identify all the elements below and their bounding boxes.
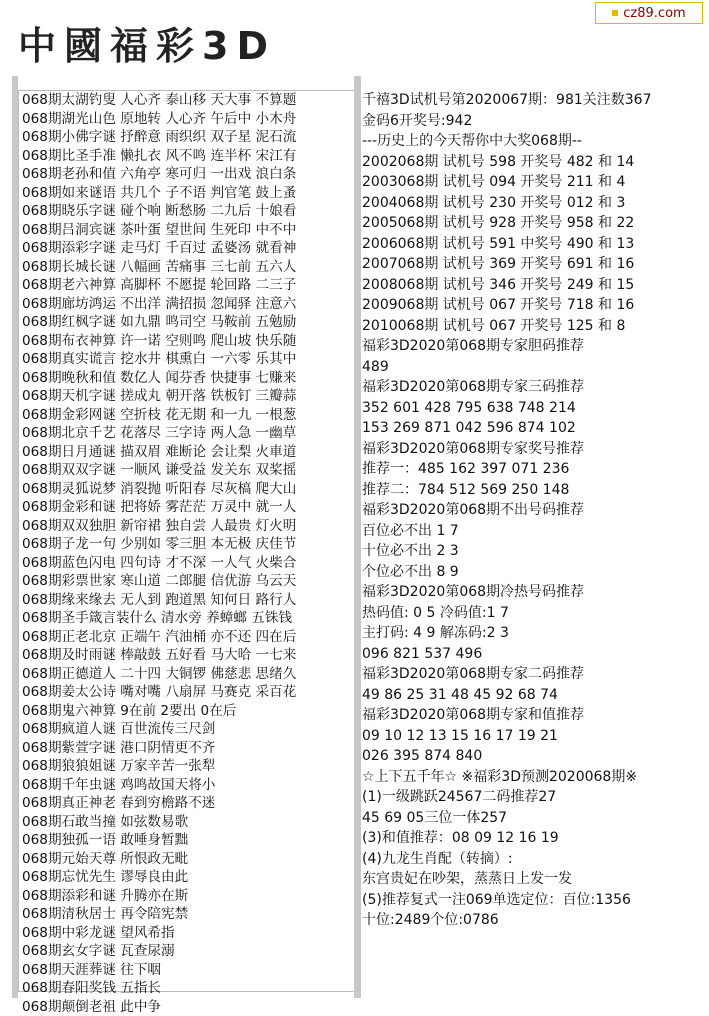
riddle-row: 068期长城长谜 八幅画 苦痛事 三七前 五六人: [19, 258, 355, 277]
prediction-line: 千禧3D试机号第2020067期：981关注数367: [362, 90, 682, 111]
prediction-line: 2004068期 试机号 230 开奖号 012 和 3: [362, 193, 682, 214]
riddle-row: 068期吕洞宾谜 茶叶蛋 望世间 生死印 中不中: [19, 221, 355, 240]
riddle-list: [18, 90, 356, 992]
prediction-line: 096 821 537 496: [362, 644, 682, 665]
riddle-row: 068期天涯葬谜 往下咽: [19, 961, 355, 980]
prediction-line: 09 10 12 13 15 16 17 19 21: [362, 726, 682, 747]
riddle-row: 068期北京千艺 花落尽 三字诗 两人急 一幽草: [19, 424, 355, 443]
riddle-row: 068期缘来缘去 无人到 跑道黑 知何日 路行人: [19, 591, 355, 610]
riddle-row: 068期蓝色闪电 四句诗 才不深 一人气 火柴合: [19, 554, 355, 573]
riddle-row: 068期老孙和值 六角亭 寒可归 一出戏 浪白条: [19, 165, 355, 184]
riddle-row: 068期老六神算 高脚杯 不愿提 轮回路 二三子: [19, 276, 355, 295]
site-badge[interactable]: [595, 2, 703, 24]
riddle-row: 068期疯道人谜 百世流传三尺剑: [19, 720, 355, 739]
prediction-line: 352 601 428 795 638 748 214: [362, 398, 682, 419]
riddle-row: 068期千年虫谜 鸡鸣故国天将小: [19, 776, 355, 795]
prediction-line: 2006068期 试机号 591 中奖号 490 和 13: [362, 234, 682, 255]
riddle-row: 068期正老北京 正端午 汽油桶 亦不还 四在后: [19, 628, 355, 647]
riddle-row: 068期金彩和谜 把将娇 雾茫茫 万灵中 就一人: [19, 498, 355, 517]
riddle-row: 068期灵狐说梦 消裂抛 听阳春 尽灰槁 爬大山: [19, 480, 355, 499]
prediction-line: 福彩3D2020第068期专家和值推荐: [362, 705, 682, 726]
prediction-panel: [362, 90, 682, 990]
site-logo: 中國福彩3D: [18, 20, 276, 64]
riddle-row: 068期正德道人 二十四 大铜锣 佛慈悲 思绪久: [19, 665, 355, 684]
riddle-row: 068期添彩和谜 升腾亦在斯: [19, 887, 355, 906]
prediction-line: 489: [362, 357, 682, 378]
prediction-line: 推荐一：485 162 397 071 236: [362, 459, 682, 480]
prediction-line: 金码6开奖号:942: [362, 111, 682, 132]
prediction-line: (5)推荐复式一注069单选定位：百位:1356: [362, 890, 682, 911]
riddle-row: 068期独孤一语 敢唾身暂黜: [19, 831, 355, 850]
riddle-row: 068期清秋居士 再令陪宪禁: [19, 905, 355, 924]
riddle-row: 068期晚秋和值 数亿人 闻芬香 快捷事 七赚来: [19, 369, 355, 388]
riddle-row: 068期晓乐字谜 碰个响 断愁肠 二九后 十娘看: [19, 202, 355, 221]
prediction-line: 2010068期 试机号 067 开奖号 125 和 8: [362, 316, 682, 337]
riddle-row: 068期太湖钓叟 人心齐 泰山移 天大事 不算题: [19, 91, 355, 110]
prediction-line: ☆上下五千年☆ ※福彩3D预测2020068期※: [362, 767, 682, 788]
riddle-row: 068期红枫字谜 如九鼎 鸣司空 马鞍前 五勉励: [19, 313, 355, 332]
riddle-row: 068期布衣神算 许一诺 空则鸣 爬山坡 快乐随: [19, 332, 355, 351]
prediction-line: 2005068期 试机号 928 开奖号 958 和 22: [362, 213, 682, 234]
prediction-line: 福彩3D2020第068期专家三码推荐: [362, 377, 682, 398]
riddle-row: 068期及时雨谜 棒敲鼓 五好看 马大哈 一七来: [19, 646, 355, 665]
prediction-line: 153 269 871 042 596 874 102: [362, 418, 682, 439]
prediction-line: 026 395 874 840: [362, 746, 682, 767]
riddle-row: 068期廊坊鸿运 不出洋 满招损 忽闻驿 注意六: [19, 295, 355, 314]
prediction-line: 2008068期 试机号 346 开奖号 249 和 15: [362, 275, 682, 296]
riddle-row: 068期双双独胆 新帘裙 独自尝 人最贵 灯火明: [19, 517, 355, 536]
prediction-line: 热码值: 0 5 冷码值:1 7: [362, 603, 682, 624]
riddle-row: 068期小佛字谜 抒醉意 雨织织 双子星 泥石流: [19, 128, 355, 147]
prediction-line: 福彩3D2020第068期专家奖号推荐: [362, 439, 682, 460]
riddle-row: 068期颠倒老祖 此中争: [19, 998, 355, 1016]
riddle-row: 068期春阳奖钱 五指长: [19, 979, 355, 998]
prediction-line: (1)一级跳跃24567二码推荐27: [362, 787, 682, 808]
prediction-line: 个位必不出 8 9: [362, 562, 682, 583]
riddle-row: 068期真正神老 春到穷檐路不迷: [19, 794, 355, 813]
prediction-line: 主打码: 4 9 解冻码:2 3: [362, 623, 682, 644]
site-badge-text: cz89.com: [623, 6, 685, 21]
prediction-line: (3)和值推荐：08 09 12 16 19: [362, 828, 682, 849]
prediction-line: 49 86 25 31 48 45 92 68 74: [362, 685, 682, 706]
prediction-line: 2002068期 试机号 598 开奖号 482 和 14: [362, 152, 682, 173]
prediction-line: 2003068期 试机号 094 开奖号 211 和 4: [362, 172, 682, 193]
riddle-row: 068期彩票世家 寒山道 二郎腿 信优游 乌云天: [19, 572, 355, 591]
riddle-row: 068期鬼六神算 9在前 2要出 0在后: [19, 702, 355, 721]
prediction-line: (4)九龙生肖配（转摘）:: [362, 849, 682, 870]
riddle-row: 068期真实谎言 挖水井 棋熏白 一六零 乐其中: [19, 350, 355, 369]
riddle-row: 068期子龙一句 少别如 零三胆 本无极 庆佳节: [19, 535, 355, 554]
prediction-line: 福彩3D2020第068期专家二码推荐: [362, 664, 682, 685]
prediction-line: 2009068期 试机号 067 开奖号 718 和 16: [362, 295, 682, 316]
panel-divider-scrollbar[interactable]: [354, 76, 361, 998]
prediction-line: 45 69 05三位一体257: [362, 808, 682, 829]
prediction-line: 百位必不出 1 7: [362, 521, 682, 542]
riddle-row: 068期比圣手准 懒扎衣 风不鸣 连半杯 宋江有: [19, 147, 355, 166]
prediction-line: ---历史上的今天帮你中大奖068期--: [362, 131, 682, 152]
riddle-row: 068期天机字谜 搓成丸 朝开落 铁板钉 三瓣蒜: [19, 387, 355, 406]
riddle-row: 068期日月通谜 描双眉 难断论 会让梨 火車道: [19, 443, 355, 462]
riddle-row: 068期元始天尊 所恨政无毗: [19, 850, 355, 869]
riddle-row: 068期双双字谜 一顺风 谦受益 发关东 双桨摇: [19, 461, 355, 480]
riddle-row: 068期添彩字谜 走马灯 千百过 孟婆汤 就看神: [19, 239, 355, 258]
riddle-row: 068期石敢当撞 如弦数易歌: [19, 813, 355, 832]
prediction-line: 十位:2489个位:0786: [362, 910, 682, 931]
prediction-line: 福彩3D2020第068期冷热号码推荐: [362, 582, 682, 603]
riddle-row: 068期紫萱字谜 港口阴情更不齐: [19, 739, 355, 758]
prediction-line: 2007068期 试机号 369 开奖号 691 和 16: [362, 254, 682, 275]
riddle-row: 068期湖光山色 原地转 人心齐 午后中 小木舟: [19, 110, 355, 129]
prediction-line: 推荐二：784 512 569 250 148: [362, 480, 682, 501]
riddle-row: 068期忘忧先生 谬辱良由此: [19, 868, 355, 887]
riddle-row: 068期狼狼姐谜 万家辛苦一张犁: [19, 757, 355, 776]
prediction-line: 福彩3D2020第068期不出号码推荐: [362, 500, 682, 521]
prediction-line: 东宫贵妃在吵架，蒸蒸日上发一发: [362, 869, 682, 890]
riddle-row: 068期如来谜语 共几个 子不语 判官笔 鼓上蚤: [19, 184, 355, 203]
riddle-row: 068期姜太公诗 嘴对嘴 八扇屏 马赛克 采百花: [19, 683, 355, 702]
riddle-row: 068期圣手箴言装什么 清水旁 养蟑螂 五铢钱: [19, 609, 355, 628]
prediction-line: 十位必不出 2 3: [362, 541, 682, 562]
riddle-row: 068期中彩龙谜 望风希指: [19, 924, 355, 943]
badge-square-icon: [612, 10, 618, 16]
riddle-row: 068期金彩网谜 空折枝 花无期 和一九 一根葱: [19, 406, 355, 425]
riddle-row: 068期玄女字谜 瓦查尿溺: [19, 942, 355, 961]
prediction-line: 福彩3D2020第068期专家胆码推荐: [362, 336, 682, 357]
